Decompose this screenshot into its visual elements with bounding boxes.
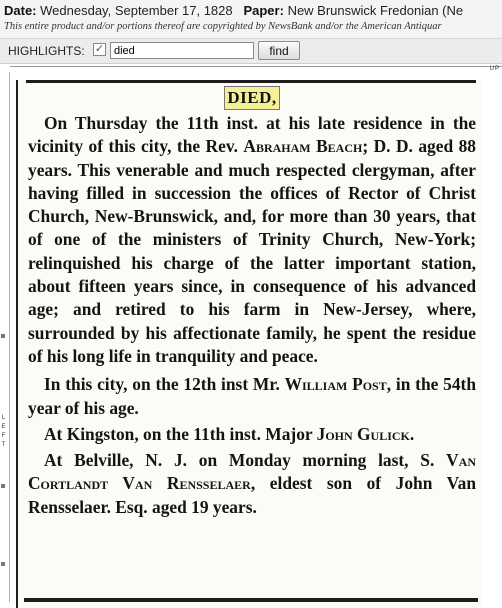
person-name: William Post bbox=[284, 374, 387, 395]
paragraph-text: At Belville, N. J. on Monday morning last, S. bbox=[44, 450, 447, 471]
date-value: Wednesday, September 17, 1828 bbox=[40, 3, 233, 18]
paragraph-text: In this city, on the 12th inst Mr. bbox=[44, 374, 285, 395]
obituary-article bbox=[28, 86, 476, 522]
ruler-marker bbox=[1, 562, 5, 566]
highlighted-heading: DIED, bbox=[224, 86, 279, 110]
date-label: Date: bbox=[4, 3, 37, 18]
left-tab[interactable] bbox=[0, 414, 7, 450]
left-tab-letter: T bbox=[1, 442, 6, 448]
paragraph-text: ; D. D. aged 88 years. This venerable and much respected clergyman, after having filled in succession the offices of Rector of Christ Church, New-Brunswick, and, for more than 30 years, that of one of the ministers of Trinity Church, New-York; relinquished his charge of the latter important station, about fifteen years since, in consequence of his advanced age; and retired to his farm in New-Jersey, where, surrounded by his affectionate family, he spent the residue of his long life in tranquility and peace. bbox=[28, 136, 477, 366]
clipping-bottom-rule bbox=[24, 598, 478, 602]
paragraph-text: At Kingston, on the 11th inst. Major bbox=[44, 423, 317, 444]
highlight-checkbox[interactable]: ✓ bbox=[94, 43, 105, 55]
highlight-search-input[interactable] bbox=[110, 42, 254, 59]
paragraph-text: , eldest son of John Van Rensselaer. Esq. aged 19 years. bbox=[28, 473, 476, 517]
paragraph-text: . bbox=[409, 423, 415, 444]
highlights-label: HIGHLIGHTS: bbox=[8, 44, 85, 58]
person-name: Abraham Beach bbox=[243, 136, 363, 157]
find-button[interactable]: find bbox=[258, 41, 300, 60]
article-header bbox=[0, 0, 502, 38]
article-heading bbox=[28, 86, 476, 112]
obituary-paragraph bbox=[28, 423, 476, 446]
ruler-marker bbox=[1, 484, 5, 488]
person-name: Van Cortlandt Van Rensselaer bbox=[28, 450, 476, 494]
person-name: John Gulick bbox=[316, 423, 410, 444]
paragraph-text: On Thursday the 11th inst. at his late residence in the vicinity of this city, the Rev. bbox=[28, 113, 476, 157]
obituary-paragraph bbox=[28, 449, 476, 519]
clipping-top-rule bbox=[26, 80, 476, 83]
obituary-paragraph bbox=[28, 373, 476, 420]
left-tab-letter: F bbox=[1, 433, 6, 439]
left-tab-letter: E bbox=[1, 424, 6, 430]
paper-label: Paper: bbox=[243, 3, 284, 18]
left-tab-letter: L bbox=[1, 415, 6, 421]
image-viewer[interactable] bbox=[0, 64, 502, 608]
up-tab[interactable]: UP bbox=[489, 66, 500, 72]
copyright-notice: This entire product and/or portions thereof are copyrighted by NewsBank and/or the American Antiquar bbox=[4, 21, 442, 32]
newspaper-clipping bbox=[16, 80, 482, 608]
ruler-marker bbox=[1, 334, 5, 338]
top-ruler bbox=[10, 66, 502, 72]
obituary-paragraph bbox=[28, 112, 476, 368]
highlight-toolbar bbox=[0, 38, 502, 64]
paper-value: New Brunswick Fredonian (Ne bbox=[287, 3, 464, 18]
header-info-line bbox=[4, 3, 463, 18]
left-ruler bbox=[9, 72, 10, 602]
paragraph-text: , in the 54th year of his age. bbox=[28, 374, 476, 418]
